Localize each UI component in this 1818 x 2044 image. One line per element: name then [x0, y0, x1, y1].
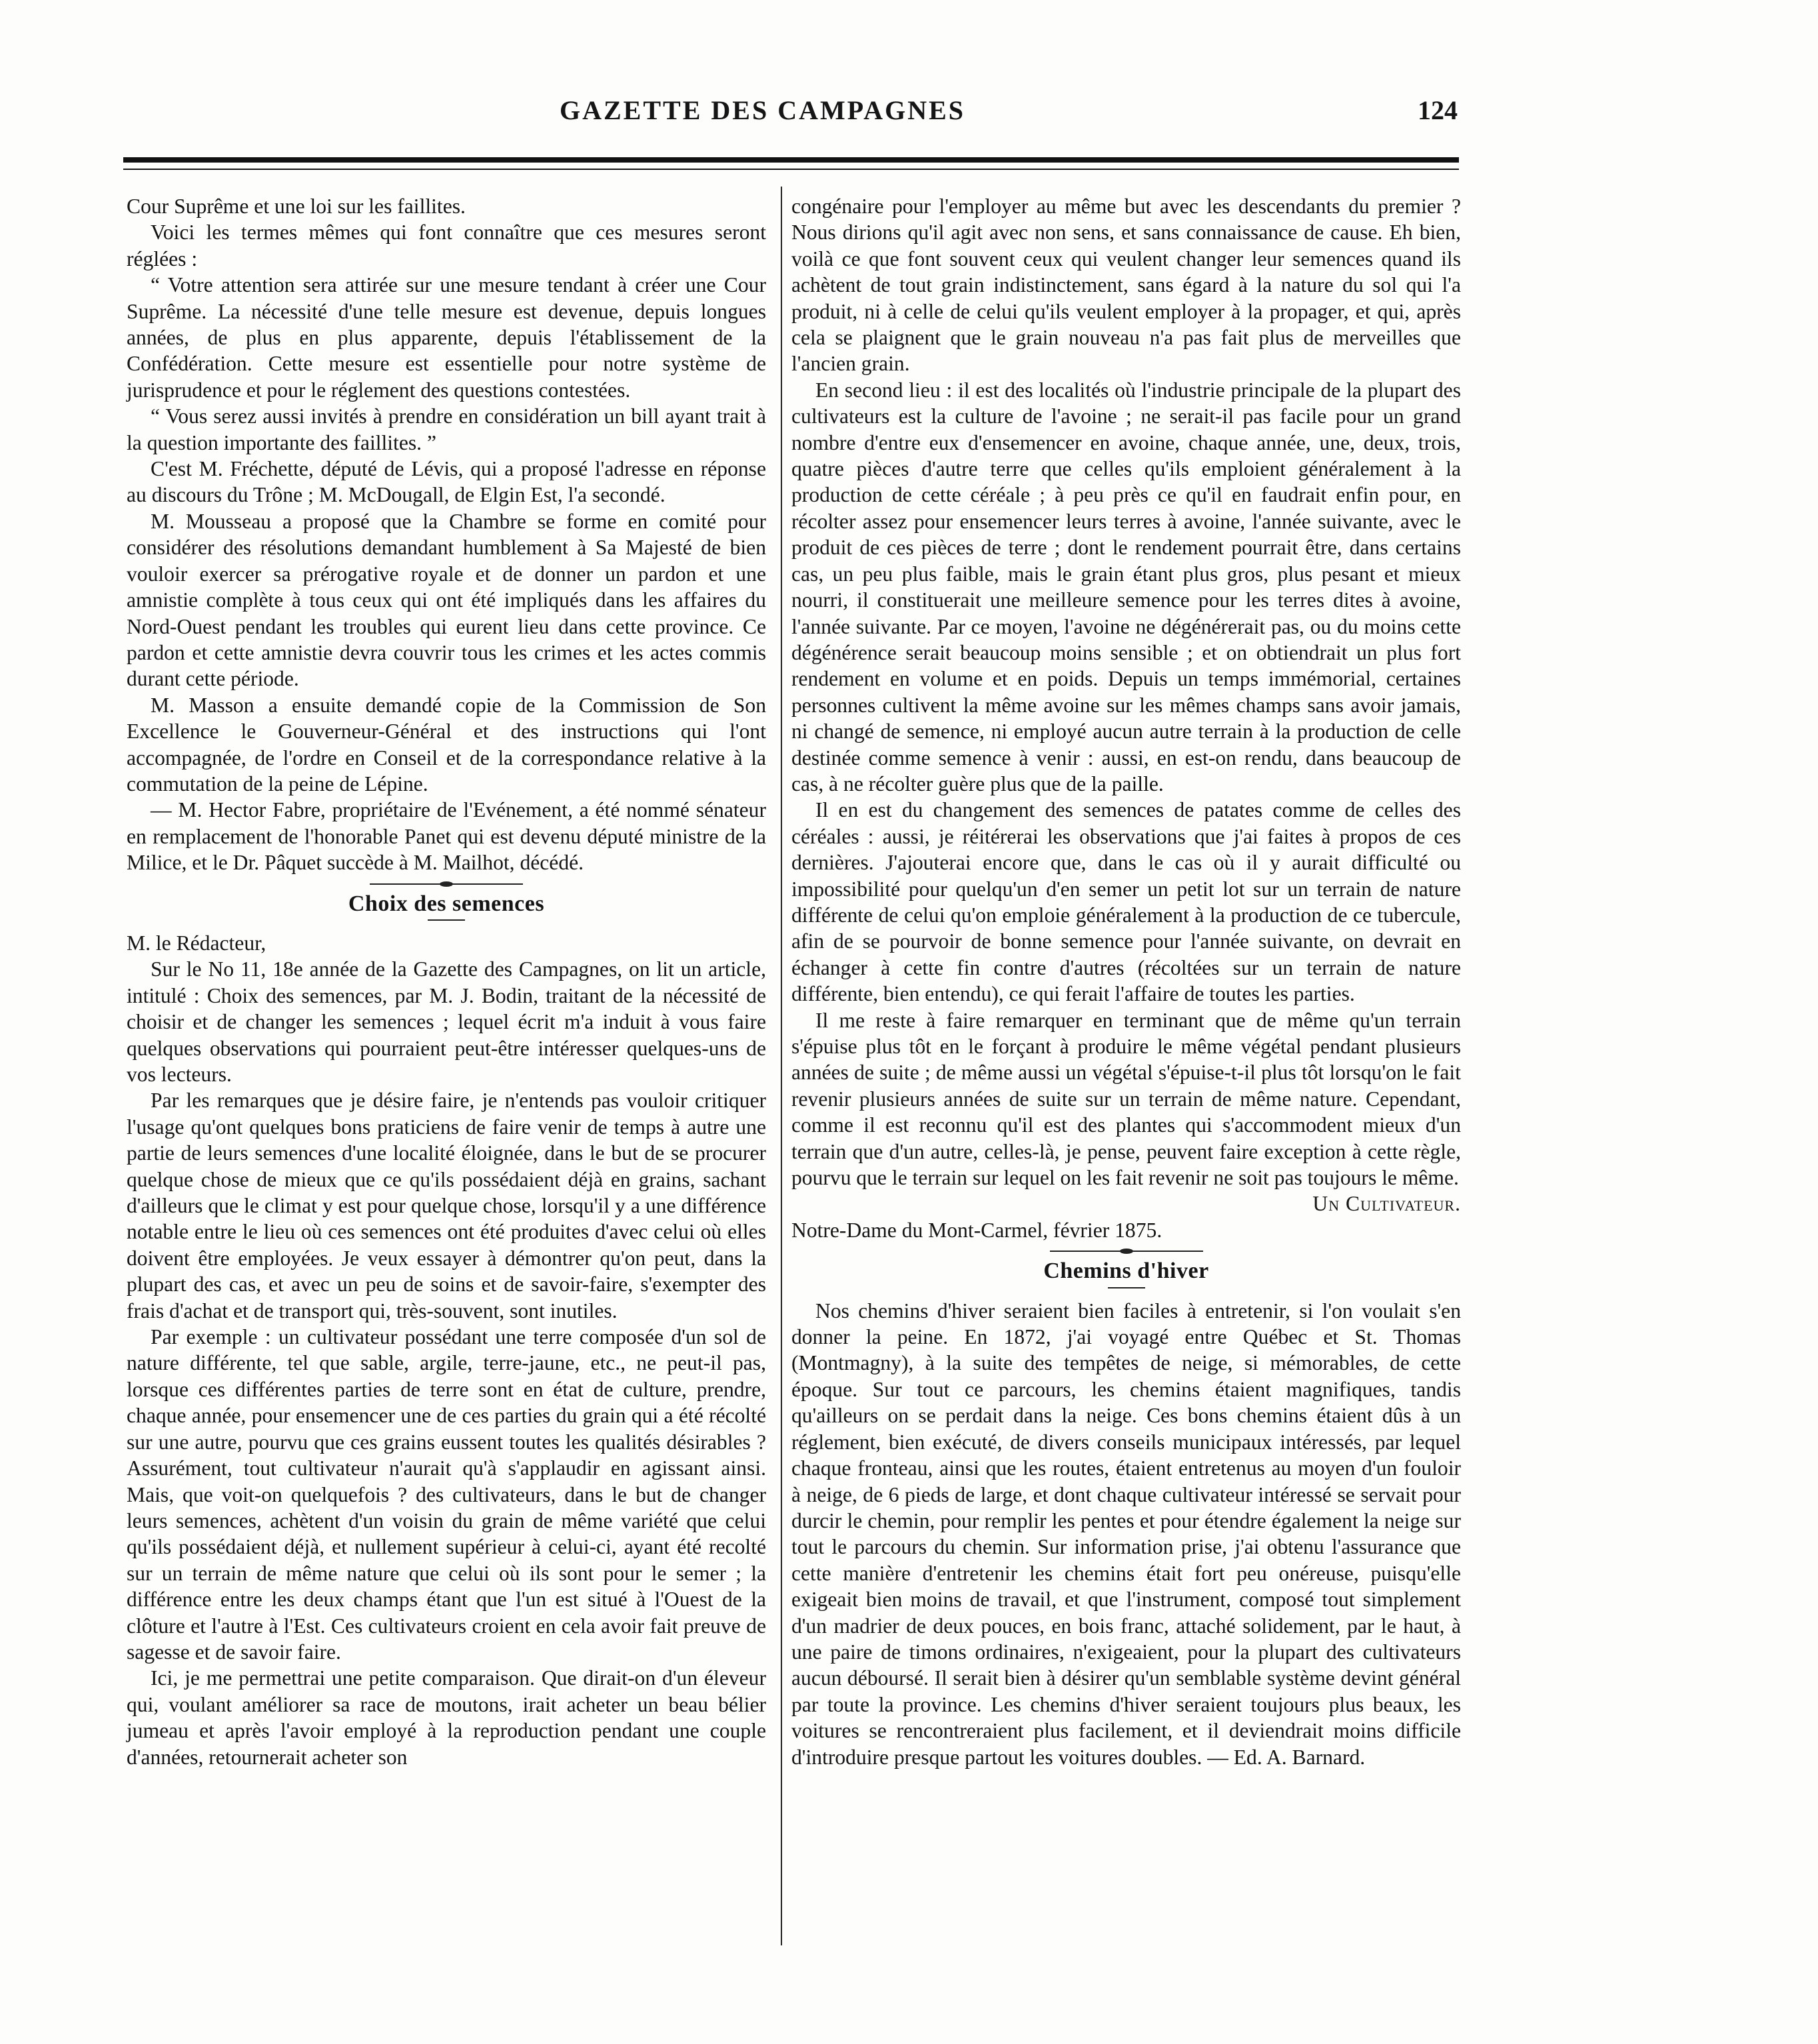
paragraph: Nos chemins d'hiver seraient bien faciles à entretenir, si l'on voulait s'en donner la peine. En 1872, j'ai voyagé entre Québec et St. Thomas (Montmagny), à la suite des tempêtes de neige, si mémorables, de cette époque. Sur tout ce parcours, les chemins étaient magnifiques, tandis qu'ailleurs on se perdait dans la neige. Ces bons chemins étaient dûs à un réglement, bien exécuté, de divers conseils municipaux intéressés, par lequel chaque fronteau, ainsi que les routes, étaient entretenus au moyen d'un fouloir à neige, de 6 pieds de large, et dont chaque cultivateur intéressé se servait pour durcir le chemin, pour remplir les pentes et pour étendre également la neige sur tout le parcours du chemin. Sur information prise, j'ai obtenu l'assurance que cette manière d'entretenir les chemins était fort peu onéreuse, puisqu'elle exigeait bien moins de travail, et que l'instrument, composé tout simplement d'un madrier de deux pouces, en bois franc, attaché solidement, par le haut, à une paire de timons ordinaires, n'exigeaient, pour la plupart des cultivateurs aucun déboursé. Il serait bien à désirer qu'un semblable système devint général par toute la province. Les chemins d'hiver seraient toujours plus beaux, les voitures se rencontreraient plus facilement, et il deviendrait moins difficile d'introduire presque partout les voitures doubles. — Ed. A. Barnard.: [791, 1298, 1461, 1769]
paragraph: Cour Suprême et une loi sur les faillites.: [127, 195, 466, 218]
header-rule-thick: [123, 157, 1459, 163]
section-title-choix-des-semences: Choix des semences: [348, 891, 545, 916]
paragraph: C'est M. Fréchette, député de Lévis, qui a proposé l'adresse en réponse au discours du Trône ; M. McDougall, de Elgin Est, l'a secondé.: [127, 457, 766, 507]
section-short-rule: [428, 919, 465, 921]
column-divider: [781, 187, 782, 1945]
paragraph: “ Votre attention sera attirée sur une mesure tendant à créer une Cour Suprême. La nécessité d'une telle mesure est devenue, depuis longues années, de plus en plus apparente, depuis l'établissement de la Confédération. Cette mesure est essentielle pour notre système de jurisprudence et pour le réglement des questions contestées.: [127, 273, 766, 402]
dateline: Notre-Dame du Mont-Carmel, février 1875.: [791, 1218, 1162, 1242]
paragraph: Sur le No 11, 18e année de la Gazette des Campagnes, on lit un article, intitulé : Choix des semences, par M. J. Bodin, traitant de la nécessité de choisir et de changer les semences ; lequel écrit m'a induit à vous faire quelques observations qui pourraient peut-être intéresser quelques-uns de vos lecteurs.: [127, 957, 766, 1086]
section-short-rule: [1108, 1287, 1145, 1288]
paragraph: congénaire pour l'employer au même but avec les descendants du premier ? Nous dirions qu'il agit avec non sens, et sans connaissance de cause. Eh bien, voilà ce que font souvent ceux qui veulent changer leur semences quand ils achètent de tout grain indistinctement, sans égard à la nature du sol qui l'a produit, ni à celle de celui qu'ils veulent employer à la propager, et qui, après cela se plaignent que le grain nouveau n'a pas fait plus de merveilles que l'ancien grain.: [791, 195, 1461, 376]
paragraph: M. Masson a ensuite demandé copie de la Commission de Son Excellence le Gouverneur-Général et des instructions qui l'ont accompagnée, de l'ordre en Conseil et de la correspondance relative à la commutation de la peine de Lépine.: [127, 693, 766, 795]
section-title-chemins-d-hiver: Chemins d'hiver: [1043, 1259, 1209, 1284]
section-ornament: [1050, 1249, 1203, 1254]
salutation: M. le Rédacteur,: [127, 931, 266, 955]
paragraph: Il en est du changement des semences de patates comme de celles des céréales : aussi, je réitérerai les observations que j'ai faites à propos de ces dernières. J'ajouterai encore que, dans le cas où il y aurait difficulté ou impossibilité pour quelqu'un d'en semer un petit lot sur un terrain de nature différente de celui qu'on emploie généralement à la production de ce tubercule, afin de se pourvoir de bonne semence pour l'année suivante, on devrait en échanger à cette fin contre d'autres (récoltées sur un terrain de nature différente, bien entendu), ce qui ferait l'affaire de toutes les parties.: [791, 798, 1461, 1006]
signature: Un Cultivateur.: [1312, 1192, 1461, 1216]
paragraph: Ici, je me permettrai une petite comparaison. Que dirait-on d'un éleveur qui, voulant améliorer sa race de moutons, irait acheter un beau bélier jumeau et après l'avoir employé à la reproduction pendant une couple d'années, retournerait acheter son: [127, 1666, 766, 1769]
paragraph: — M. Hector Fabre, propriétaire de l'Evénement, a été nommé sénateur en remplacement de l'honorable Panet qui est devenu député ministre de la Milice, et le Dr. Pâquet succède à M. Mailhot, décédé.: [127, 798, 766, 875]
paragraph: Par exemple : un cultivateur possédant une terre composée d'un sol de nature différente, tel que sable, argile, terre-jaune, etc., ne peut-il pas, lorsque ces différentes parties de terre sont en état de culture, prendre, chaque année, pour ensemencer une de ces parties du grain qui a été récolté sur une autre, pourvu que ces grains eussent toutes les qualités désirables ? Assurément, tout cultivateur n'aurait qu'à s'applaudir en agissant ainsi. Mais, que voit-on quelquefois ? des cultivateurs, dans le but de changer leurs semences, achètent d'un voisin du grain de même variété que celui qu'ils possédaient déjà, et nullement supérieur à celui-ci, ayant été recolté sur un terrain de même nature que celui où ils sont pour le semer ; la différence entre les deux champs étant que l'un est situé à l'Ouest de la clôture et l'autre à l'Est. Ces cultivateurs croient en cela avoir fait preuve de sagesse et de savoir faire.: [127, 1325, 766, 1664]
left-column: [127, 193, 766, 1770]
paragraph: Il me reste à faire remarquer en terminant que de même qu'un terrain s'épuise plus tôt en le forçant à produire le même végétal pendant plusieurs années de suite ; de même aussi un végétal s'épuise-t-il plus tôt lorsqu'on le fait revenir plusieurs années de suite sur un terrain de même nature. Cependant, comme il est reconnu qu'il est des plantes qui s'accommodent mieux d'un terrain que d'un autre, celles-là, je pense, peuvent faire exception à cette règle, pourvu que le terrain sur lequel on les fait revenir ne soit pas toujours le même.: [791, 1008, 1461, 1190]
page-number: 124: [1418, 95, 1458, 125]
paragraph: Voici les termes mêmes qui font connaître que ces mesures seront réglées :: [127, 221, 766, 270]
paragraph: M. Mousseau a proposé que la Chambre se forme en comité pour considérer des résolutions demandant humblement à Sa Majesté de bien vouloir exercer sa prérogative royale et de donner un pardon et une amnistie complète à tous ceux qui ont été impliqués dans les affaires du Nord-Ouest pendant les troubles qui eurent lieu dans cette province. Ce pardon et cette amnistie devra couvrir tous les crimes et les actes commis durant cette période.: [127, 509, 766, 691]
header-rule-thin: [123, 169, 1459, 170]
paragraph: “ Vous serez aussi invités à prendre en considération un bill ayant trait à la question importante des faillites. ”: [127, 404, 766, 454]
section-ornament: [370, 881, 523, 887]
paragraph: En second lieu : il est des localités où l'industrie principale de la plupart des cultivateurs est la culture de l'avoine ; ne serait-il pas facile pour un grand nombre d'entre eux d'ensemencer en avoine, chaque année, une, deux, trois, quatre pièces d'autre terre que celles qu'ils emploient généralement à la production de cette céréale ; à peu près ce qu'il en faudrait enfin pour, en récolter assez pour ensemencer leurs terres à avoine, l'année suivante, avec le produit de ces pièces de terre ; dont le rendement pourrait être, dans certains cas, un peu plus faible, mais le grain étant plus gros, plus pesant et mieux nourri, il constituerait une meilleure semence pour les terres dites à avoine, l'année suivante. Par ce moyen, l'avoine ne dégénérerait pas, ou du moins cette dégénérence serait beaucoup moins sensible ; et on obtiendrait un plus fort rendement en volume et en poids. Depuis un temps immémorial, certaines personnes cultivent la même avoine sur les mêmes champs sans avoir jamais, ni changé de semence, ni employé aucun autre terrain à la production de celle destinée comme semence à venir : aussi, en est-on rendu, dans beaucoup de cas, à ne récolter guère plus que de la paille.: [791, 378, 1461, 795]
paragraph: Par les remarques que je désire faire, je n'entends pas vouloir critiquer l'usage qu'ont quelques bons praticiens de faire venir de temps à autre une partie de leurs semences d'une localité éloignée, dans le but de se procurer quelque chose de mieux que ce qu'ils possédaient déjà en grains, sachant d'ailleurs que le climat y est pour quelque chose, lorsqu'il y a une différence notable entre le lieu où ces semences ont été produites d'avec celui où elles doivent être employées. Je veux essayer à démontrer qu'on peut, dans la plupart des cas, et avec un peu de soins et de savoir-faire, s'exempter des frais d'achat et de transport qui, très-souvent, sont inutiles.: [127, 1089, 766, 1322]
right-column: [791, 193, 1461, 1770]
masthead-title: GAZETTE DES CAMPAGNES: [560, 95, 966, 125]
